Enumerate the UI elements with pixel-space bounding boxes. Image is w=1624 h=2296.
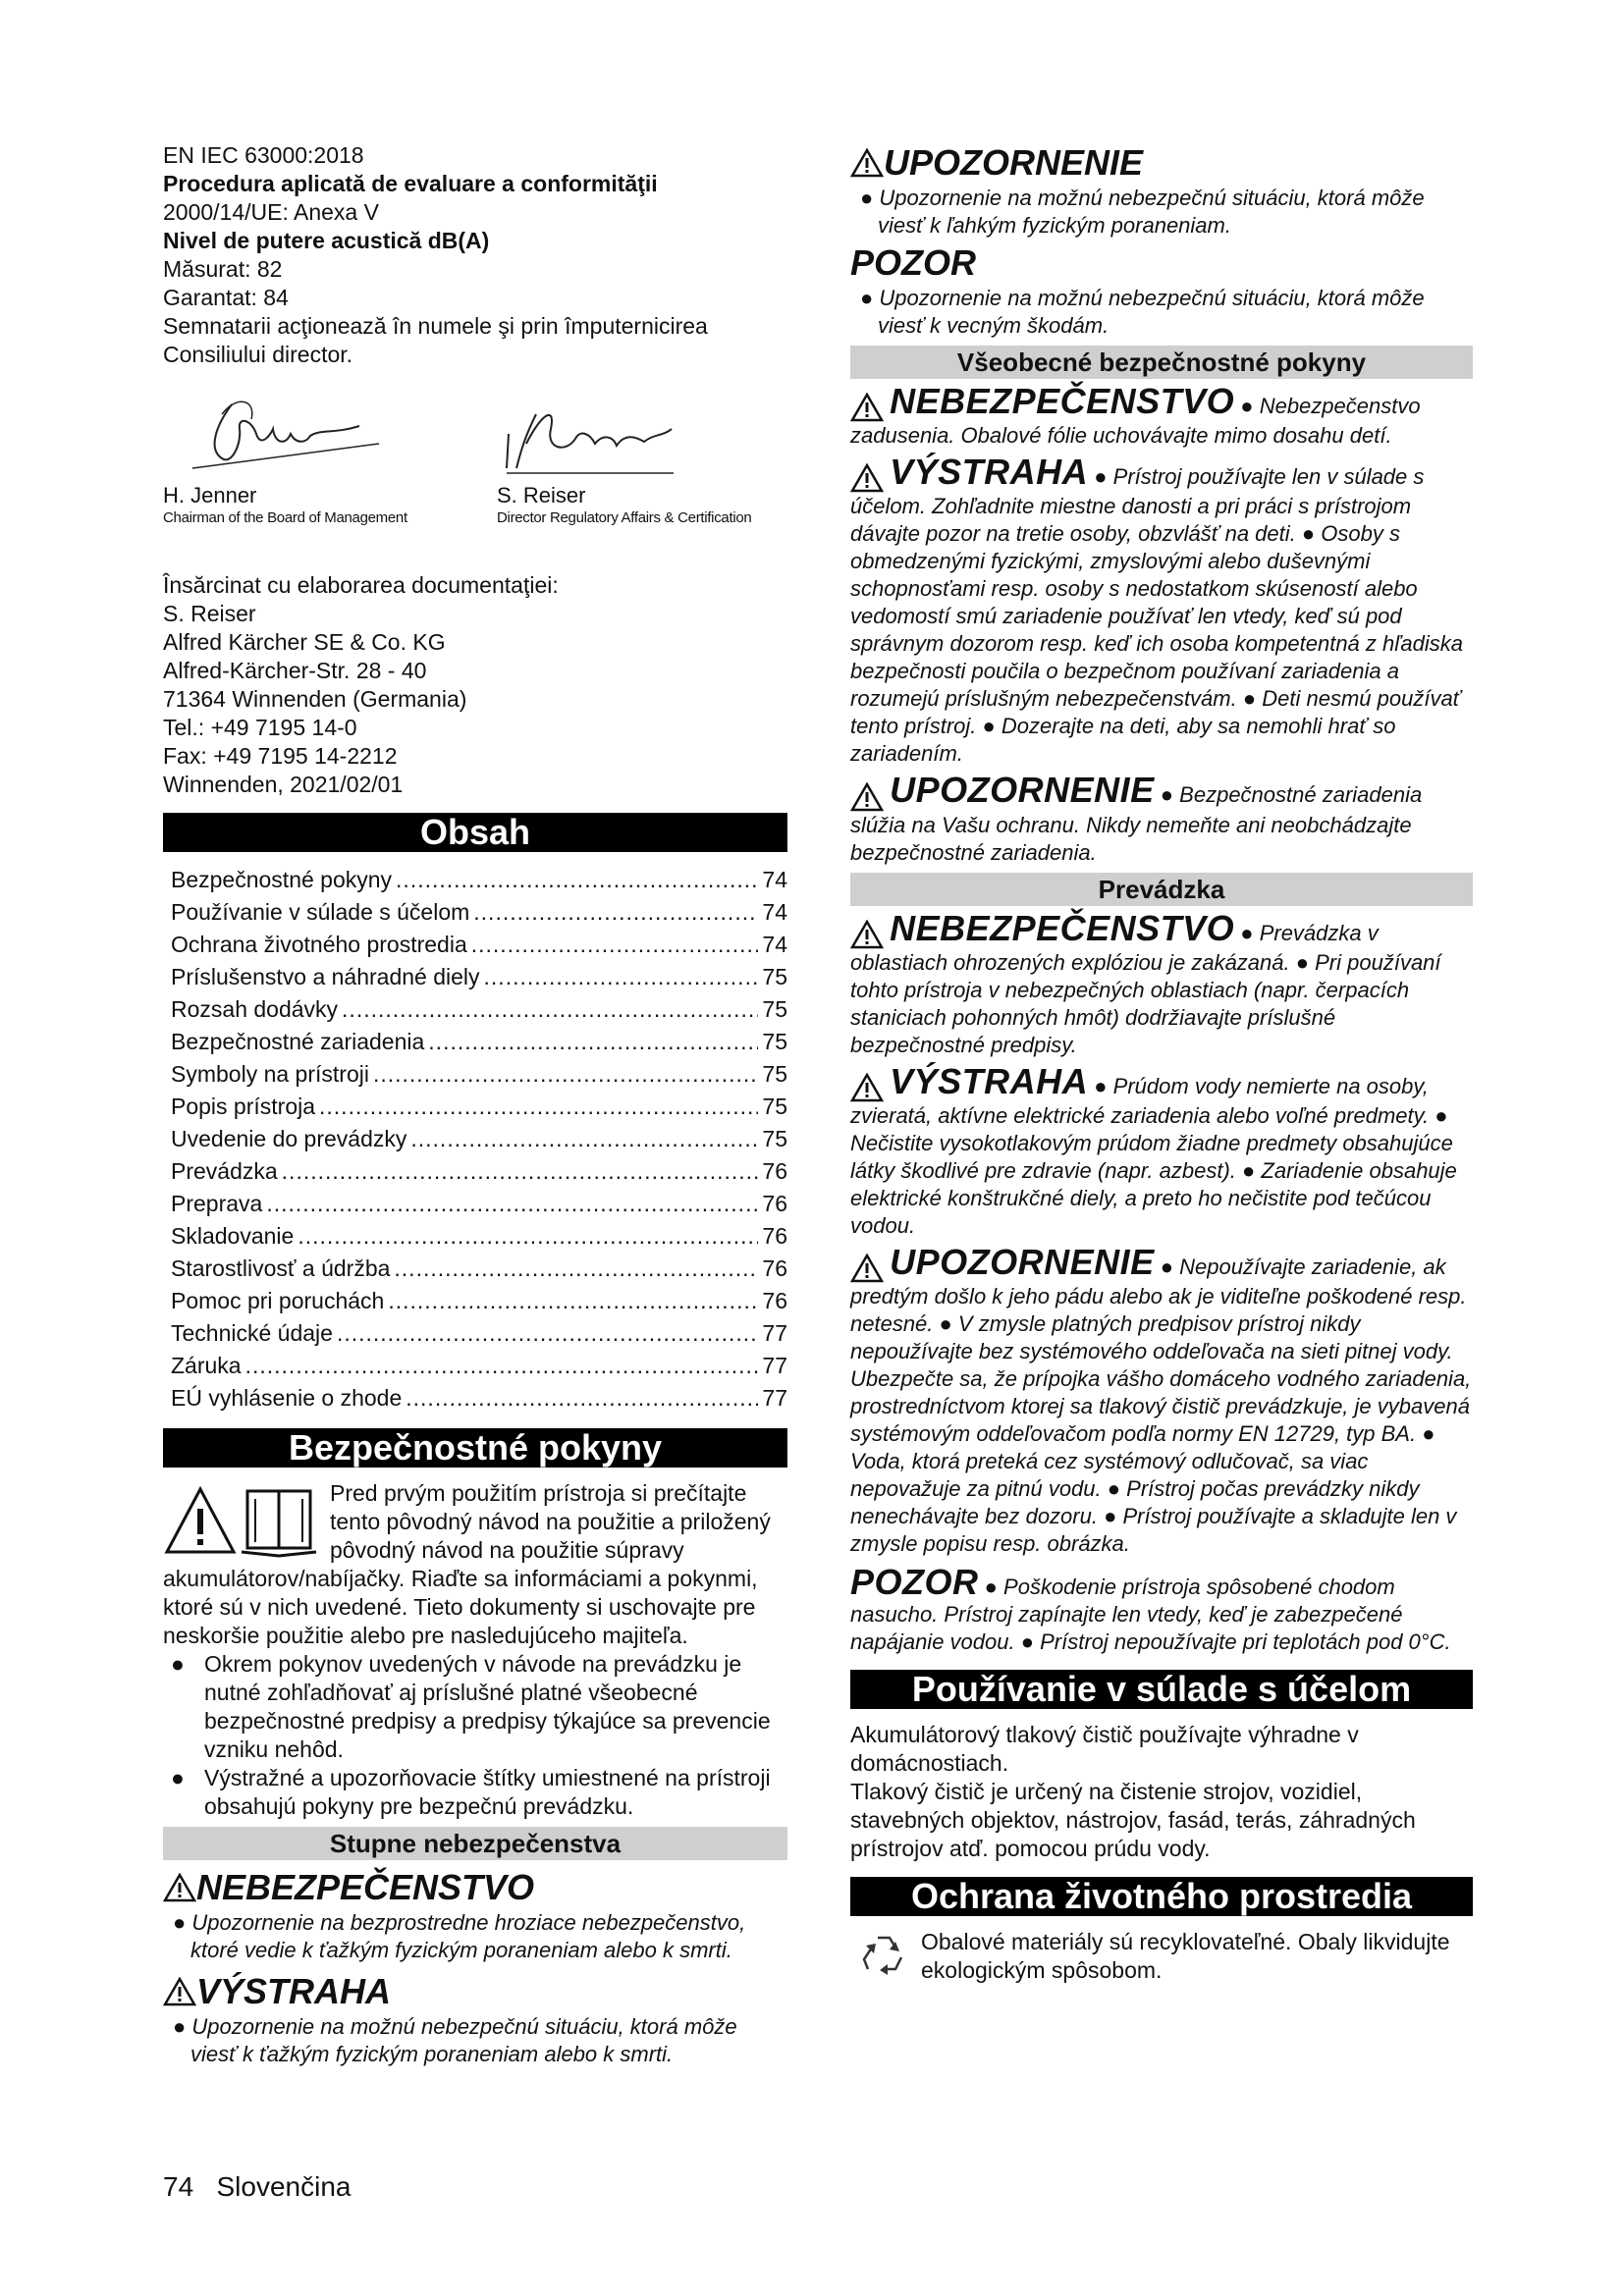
level-title-text: POZOR bbox=[850, 242, 977, 283]
documentation-line: 71364 Winnenden (Germania) bbox=[163, 686, 467, 712]
toc-leader bbox=[473, 896, 758, 929]
level-title-danger bbox=[163, 1868, 787, 1907]
acoustic-title: Nivel de putere acustică dB(A) bbox=[163, 228, 490, 253]
toc-leader bbox=[342, 993, 758, 1026]
documentation-line: Fax: +49 7195 14-2212 bbox=[163, 743, 398, 769]
signer-name: H. Jenner bbox=[163, 483, 257, 507]
toc-leader bbox=[471, 929, 759, 961]
toc-entry[interactable] bbox=[171, 1350, 787, 1382]
toc-leader bbox=[428, 1026, 758, 1058]
toc-entry[interactable] bbox=[171, 864, 787, 896]
toc-leader bbox=[406, 1382, 758, 1415]
signature-block bbox=[163, 375, 787, 567]
signal-word: VÝSTRAHA bbox=[890, 452, 1089, 493]
documentation-line: Tel.: +49 7195 14-0 bbox=[163, 715, 357, 740]
toc-heading: Obsah bbox=[163, 813, 787, 852]
toc-entry-page: 77 bbox=[762, 1385, 787, 1411]
warning-triangle-icon bbox=[850, 393, 884, 422]
toc-entry-label: Technické údaje bbox=[171, 1320, 333, 1346]
list-item bbox=[163, 1650, 787, 1764]
toc-entry-page: 75 bbox=[762, 1029, 787, 1054]
operation-warning-paragraph bbox=[850, 1060, 1473, 1240]
bullet-icon: ● bbox=[171, 1651, 185, 1677]
warning-triangle-icon bbox=[163, 1873, 196, 1902]
documentation-line: S. Reiser bbox=[163, 601, 256, 626]
documentation-line: Alfred Kärcher SE & Co. KG bbox=[163, 629, 446, 655]
paragraph-text: ● Prístroj používajte len v súlade s účelom. Zohľadnite miestne danosti a pri práci s prístrojom dávajte pozor na tretie osoby, obzvlášť na deti. ● Osoby s obmedzenými fyzickými, zmyslovými alebo duševnými schopnosťami resp. osoby s nedostatkom skúseností alebo vedomostí smú zariadenie používať len vtedy, keď sú pod správnym dozorom resp. keď ich osoba kompetentná z hľadiska bezpečnosti poučila o bezpečnom používaní zariadenia a rozumejú príslušným nebezpečenstvám. ● Deti nesmú používať tento prístroj. ● Dozerajte na deti, aby sa nemohli hrať so zariadením. bbox=[850, 464, 1464, 767]
documentation-line: Însărcinat cu elaborarea documentaţiei: bbox=[163, 572, 559, 598]
signal-word: NEBEZPEČENSTVO bbox=[890, 907, 1235, 948]
warning-triangle-icon bbox=[850, 463, 884, 493]
general-warning-paragraph bbox=[850, 454, 1473, 768]
environment-heading: Ochrana životného prostredia bbox=[850, 1877, 1473, 1916]
footer-language: Slovenčina bbox=[216, 2171, 352, 2202]
guaranteed-value: Garantat: 84 bbox=[163, 285, 289, 310]
levels-heading: Stupne nebezpečenstva bbox=[163, 1827, 787, 1860]
toc-entry-page: 74 bbox=[762, 899, 787, 925]
measured-value: Măsurat: 82 bbox=[163, 256, 283, 282]
toc-entry[interactable] bbox=[171, 929, 787, 961]
toc-entry-page: 75 bbox=[762, 1061, 787, 1087]
level-description: ● Upozornenie na možnú nebezpečnú situáciu, ktorá môže viesť k vecným škodám. bbox=[860, 286, 1425, 338]
toc-entry[interactable] bbox=[171, 1026, 787, 1058]
paragraph-text: ● Nebezpečenstvo zadusenia. Obalové fólie uchovávajte mimo dosahu detí. bbox=[850, 394, 1421, 449]
operation-caution-paragraph bbox=[850, 1241, 1473, 1558]
operation-danger-paragraph bbox=[850, 907, 1473, 1059]
toc-entry-page: 77 bbox=[762, 1320, 787, 1346]
level-title-text: UPOZORNENIE bbox=[884, 142, 1144, 183]
recycle-icon bbox=[856, 1930, 911, 1985]
level-description: ● Upozornenie na možnú nebezpečnú situáciu, ktorá môže viesť k ťažkým fyzickým poraneniam alebo k smrti. bbox=[173, 2014, 737, 2066]
warning-triangle-icon bbox=[850, 920, 884, 949]
page-footer bbox=[163, 2171, 351, 2203]
signal-word: VÝSTRAHA bbox=[890, 1060, 1089, 1101]
level-title-notice bbox=[850, 243, 1473, 283]
toc-entry-page: 75 bbox=[762, 1126, 787, 1151]
signer-title: Chairman of the Board of Management bbox=[163, 509, 407, 526]
toc-leader bbox=[373, 1058, 758, 1091]
right-column bbox=[850, 143, 1473, 1985]
operation-notice-paragraph bbox=[850, 1564, 1473, 1656]
warning-triangle-icon bbox=[163, 1977, 196, 2006]
safety-bullet-list bbox=[163, 1650, 787, 1821]
toc-entry-page: 76 bbox=[762, 1255, 787, 1281]
toc-entry[interactable] bbox=[171, 896, 787, 929]
toc-entry-page: 75 bbox=[762, 1094, 787, 1119]
level-title-warning bbox=[163, 1972, 787, 2011]
toc-entry-page: 76 bbox=[762, 1288, 787, 1313]
toc-entry-label: Skladovanie bbox=[171, 1223, 295, 1249]
signal-word: UPOZORNENIE bbox=[890, 1241, 1155, 1282]
warning-triangle-icon bbox=[850, 1254, 884, 1283]
toc-entry-label: Prevádzka bbox=[171, 1158, 278, 1184]
toc-leader bbox=[394, 1253, 758, 1285]
page-number: 74 bbox=[163, 2171, 194, 2202]
documentation-line: Winnenden, 2021/02/01 bbox=[163, 772, 404, 797]
toc-entry-label: Popis prístroja bbox=[171, 1094, 316, 1119]
paragraph-text: ● Nepoužívajte zariadenie, ak predtým došlo k jeho pádu alebo ak je viditeľne poškodené resp. netesné. ● V zmysle platných predpisov prístroj nikdy nepoužívajte bez systémového oddeľovača na sieti pitnej vody. Ubezpečte sa, že prípojka vášho domáceho vodného zariadenia, prostredníctvom ktorej sa tlakový čistič prevádzkuje, je vybavená systémovým oddeľovačom podľa normy EN 12729, typ BA. ● Voda, ktorá preteká cez systémový odlučovač, sa viac nepovažuje za pitnú vodu. ● Prístroj počas prevádzky nikdy nenechávajte bez dozoru. ● Prístroj používajte a skladujte len v zmysle popisu resp. obrázka. bbox=[850, 1254, 1472, 1557]
signatories-text: Semnatarii acţionează în numele şi prin împuternicirea Consiliului director. bbox=[163, 313, 708, 367]
toc-entry[interactable] bbox=[171, 1285, 787, 1317]
toc-entry-label: Bezpečnostné pokyny bbox=[171, 867, 393, 892]
toc-entry-label: Symboly na prístroji bbox=[171, 1061, 369, 1087]
handwritten-signature-icon bbox=[163, 375, 399, 483]
toc-entry[interactable] bbox=[171, 1091, 787, 1123]
toc-entry-page: 76 bbox=[762, 1158, 787, 1184]
toc-entry-label: Rozsah dodávky bbox=[171, 996, 339, 1022]
intended-use-paragraph: Akumulátorový tlakový čistič používajte výhradne v domácnostiach. bbox=[850, 1722, 1359, 1777]
toc-leader bbox=[266, 1188, 758, 1220]
safety-intro-text: Pred prvým použitím prístroja si prečítajte tento pôvodný návod na použitie a priložený pôvodný návod na použitie súpravy akumulátorov/nabíjačky. Riaďte sa informáciami a pokynmi, ktoré sú v nich uvedené. Tieto dokumenty si uschovajte pre neskoršie použitie alebo pre nasledujúceho majiteľa. bbox=[163, 1480, 771, 1648]
signature-reiser bbox=[497, 375, 751, 528]
toc-entry-page: 75 bbox=[762, 996, 787, 1022]
toc-entry[interactable] bbox=[171, 1188, 787, 1220]
general-danger-paragraph bbox=[850, 383, 1473, 450]
signal-word: UPOZORNENIE bbox=[890, 770, 1155, 811]
toc-entry-page: 74 bbox=[762, 867, 787, 892]
toc-entry[interactable] bbox=[171, 1155, 787, 1188]
toc-entry[interactable] bbox=[171, 1058, 787, 1091]
signal-word: POZOR bbox=[850, 1562, 979, 1603]
toc-entry-page: 75 bbox=[762, 964, 787, 989]
bullet-text: Výstražné a upozorňovacie štítky umiestnené na prístroji obsahujú pokyny pre bezpečnú prevádzku. bbox=[204, 1765, 771, 1819]
safety-heading: Bezpečnostné pokyny bbox=[163, 1428, 787, 1468]
safety-intro-block bbox=[163, 1479, 787, 1650]
toc-entry[interactable] bbox=[171, 1253, 787, 1285]
signer-name: S. Reiser bbox=[497, 483, 586, 507]
level-description: ● Upozornenie na bezprostredne hroziace nebezpečenstvo, ktoré vedie k ťažkým fyzickým poraneniam alebo k smrti. bbox=[173, 1910, 746, 1962]
paragraph-text: ● Prevádzka v oblastiach ohrozených explóziou je zakázaná. ● Pri používaní tohto prístroja v nebezpečných oblastiach (napr. čerpacích staniciach pohonných hmôt) dodržiavajte príslušné bezpečnostné predpisy. bbox=[850, 920, 1441, 1057]
toc-leader bbox=[282, 1155, 759, 1188]
signal-word: NEBEZPEČENSTVO bbox=[890, 381, 1235, 421]
intended-use-heading: Používanie v súlade s účelom bbox=[850, 1670, 1473, 1709]
level-title-text: VÝSTRAHA bbox=[196, 1971, 392, 2011]
toc-leader bbox=[388, 1285, 758, 1317]
warning-triangle-icon bbox=[850, 148, 884, 178]
operation-heading: Prevádzka bbox=[850, 873, 1473, 906]
toc-entry-label: Príslušenstvo a náhradné diely bbox=[171, 964, 480, 989]
environment-block bbox=[850, 1928, 1473, 1985]
toc-entry-page: 74 bbox=[762, 932, 787, 957]
toc-entry-label: Pomoc pri poruchách bbox=[171, 1288, 385, 1313]
level-description: ● Upozornenie na možnú nebezpečnú situáciu, ktorá môže viesť k ľahkým fyzickým poraneniam. bbox=[860, 186, 1425, 238]
paragraph-text: ● Bezpečnostné zariadenia slúžia na Vašu ochranu. Nikdy nemeňte ani neobchádzajte bezpečnostné zariadenia. bbox=[850, 782, 1423, 865]
bullet-text: Okrem pokynov uvedených v návode na prevádzku je nutné zohľadňovať aj príslušné platné všeobecné bezpečnostné predpisy a predpisy týkajúce sa prevencie vzniku nehôd. bbox=[204, 1651, 771, 1762]
signature-jenner bbox=[163, 375, 407, 528]
toc-entry-label: Starostlivosť a údržba bbox=[171, 1255, 391, 1281]
documentation-line: Alfred-Kärcher-Str. 28 - 40 bbox=[163, 658, 427, 683]
general-caution-paragraph bbox=[850, 772, 1473, 866]
paragraph-text: ● Prúdom vody nemierte na osoby, zvieratá, aktívne elektrické zariadenia alebo voľné predmety. ● Nečistite vysokotlakovým prúdom žiadne predmety obsahujúce látky škodlivé pre zdravie (napr. azbest). ● Zariadenie obsahuje elektrické konštrukčné diely, a preto ho nečistite pod tečúcou vodou. bbox=[850, 1073, 1457, 1238]
toc-entry-label: Uvedenie do prevádzky bbox=[171, 1126, 407, 1151]
toc-entry-label: Preprava bbox=[171, 1191, 263, 1216]
toc-leader bbox=[410, 1123, 758, 1155]
toc-leader bbox=[337, 1317, 758, 1350]
toc-entry-page: 76 bbox=[762, 1223, 787, 1249]
toc-entry-label: Bezpečnostné zariadenia bbox=[171, 1029, 425, 1054]
environment-paragraph: Obalové materiály sú recyklovateľné. Obaly likvidujte ekologickým spôsobom. bbox=[921, 1929, 1450, 1984]
paragraph-text: ● Poškodenie prístroja spôsobené chodom nasucho. Prístroj zapínajte len vtedy, keď je zabezpečené napájanie vodou. ● Prístroj nepoužívajte pri teplotách pod 0°C. bbox=[850, 1575, 1451, 1655]
toc-leader bbox=[245, 1350, 759, 1382]
table-of-contents bbox=[171, 864, 787, 1415]
toc-entry[interactable] bbox=[171, 1382, 787, 1415]
toc-leader bbox=[396, 864, 758, 896]
toc-entry[interactable] bbox=[171, 1220, 787, 1253]
warning-triangle-icon bbox=[850, 1073, 884, 1102]
warning-and-manual-icon bbox=[163, 1483, 320, 1562]
bullet-icon: ● bbox=[171, 1765, 185, 1790]
toc-leader bbox=[319, 1091, 758, 1123]
procedure-value: 2000/14/UE: Anexa V bbox=[163, 199, 379, 225]
left-column bbox=[163, 141, 787, 2068]
handwritten-signature-icon bbox=[497, 375, 693, 483]
level-title-caution bbox=[850, 143, 1473, 183]
intended-use-paragraph: Tlakový čistič je určený na čistenie strojov, vozidiel, stavebných objektov, nástrojov, fasád, terás, záhradných prístrojov atď. pomocou prúdu vody. bbox=[850, 1779, 1416, 1862]
warning-triangle-icon bbox=[850, 782, 884, 812]
signer-title: Director Regulatory Affairs & Certification bbox=[497, 509, 752, 526]
general-safety-heading: Všeobecné bezpečnostné pokyny bbox=[850, 346, 1473, 379]
list-item bbox=[163, 1764, 787, 1821]
toc-entry-label: Používanie v súlade s účelom bbox=[171, 899, 470, 925]
procedure-title: Procedura aplicată de evaluare a conformităţii bbox=[163, 171, 658, 196]
toc-entry-label: EÚ vyhlásenie o zhode bbox=[171, 1385, 403, 1411]
toc-entry[interactable] bbox=[171, 961, 787, 993]
toc-entry-page: 77 bbox=[762, 1353, 787, 1378]
level-title-text: NEBEZPEČENSTVO bbox=[196, 1867, 535, 1907]
toc-entry[interactable] bbox=[171, 1317, 787, 1350]
toc-leader bbox=[298, 1220, 758, 1253]
toc-leader bbox=[484, 961, 759, 993]
toc-entry-page: 76 bbox=[762, 1191, 787, 1216]
toc-entry[interactable] bbox=[171, 993, 787, 1026]
toc-entry-label: Záruka bbox=[171, 1353, 242, 1378]
toc-entry-label: Ochrana životného prostredia bbox=[171, 932, 467, 957]
toc-entry[interactable] bbox=[171, 1123, 787, 1155]
standard-line: EN IEC 63000:2018 bbox=[163, 142, 364, 168]
